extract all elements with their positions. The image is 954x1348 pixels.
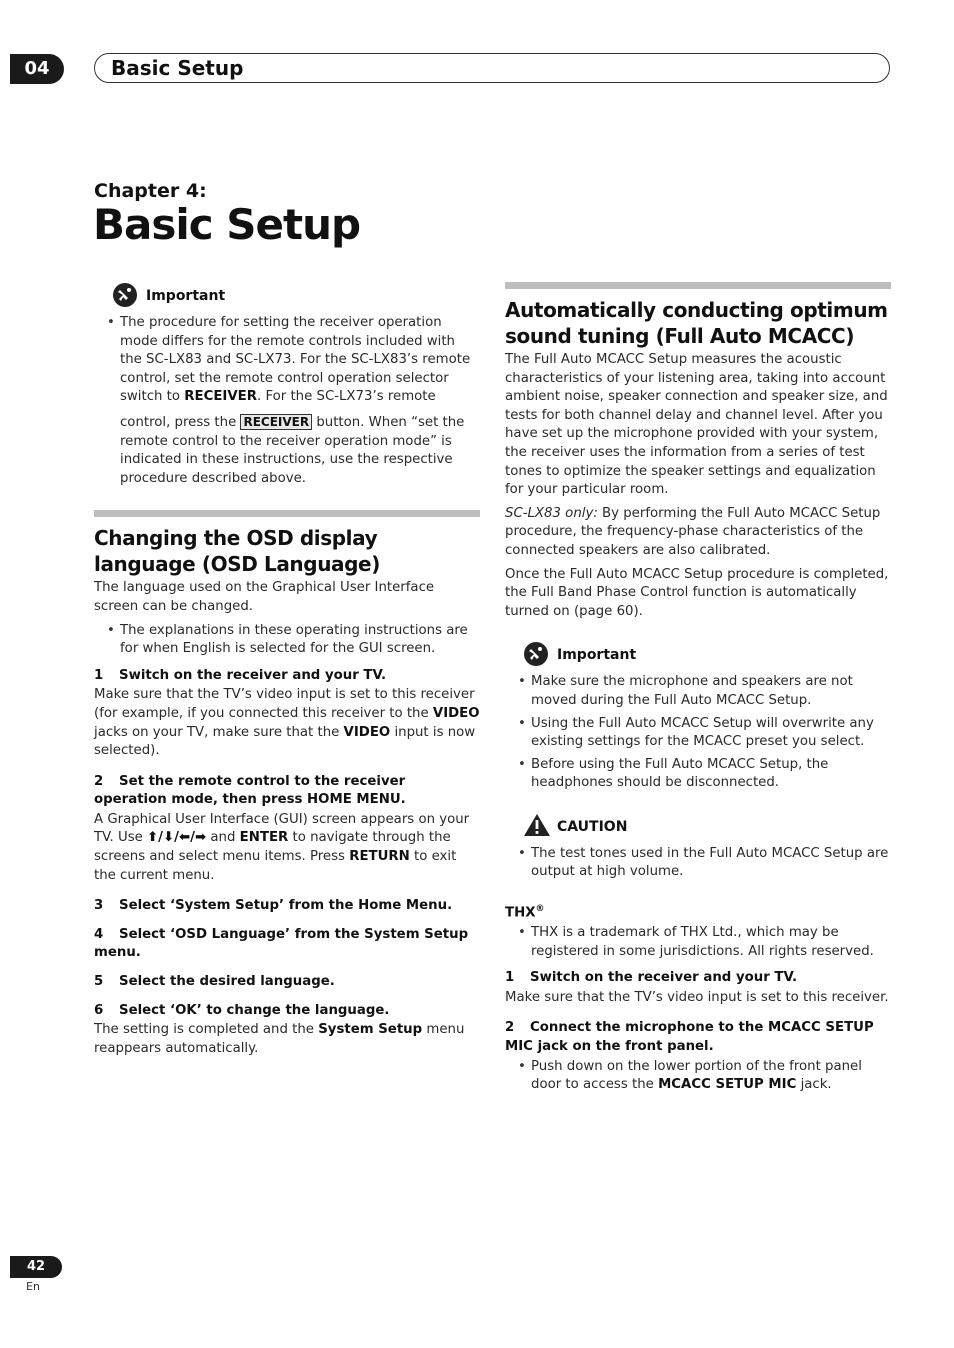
osd-intro: The language used on the Graphical User Interface screen can be changed. <box>94 580 435 614</box>
mcacc-step-2-list <box>505 1058 891 1095</box>
mcacc-step-1: 1 Switch on the receiver and your TV. <box>505 970 798 986</box>
osd-step-5: 5 Select the desired language. <box>94 974 335 990</box>
osd-step-2-text: A Graphical User Interface (GUI) screen appears on your TV. Use ⬆/⬇/⬅/➡ and ENTER to navigate through the screens and select menu items. Press RETURN to exit the current menu. <box>94 811 470 883</box>
list-item: • THX is a trademark of THX Ltd., which may be registered in some jurisdictions. All rights reserved. <box>505 924 891 961</box>
osd-step-4: 4 Select ‘OSD Language’ from the System Setup menu. <box>94 926 469 961</box>
osd-step-1-text: Make sure that the TV’s video input is set to this receiver (for example, if you connected this receiver to the VIDEO jacks on your TV, make sure that the VIDEO input is now selected). <box>94 687 480 759</box>
important-label: Important <box>557 647 637 664</box>
mcacc-p1: The Full Auto MCACC Setup measures the acoustic characteristics of your listening area, taking into account ambient noise, speaker connection and speaker size, and tests for both channel delay and channel level. After you have set up the microphone provided with your system, the receiver uses the information from a series of test tones to optimize the speaker settings and equalization for your particular room. <box>505 352 888 498</box>
important-heading <box>523 641 891 667</box>
list-item: • Using the Full Auto MCACC Setup will overwrite any existing settings for the MCACC preset you select. <box>505 715 891 752</box>
list-item: • The test tones used in the Full Auto MCACC Setup are output at high volume. <box>505 845 891 882</box>
section-rule <box>505 282 891 289</box>
osd-step-6: 6 Select ‘OK’ to change the language. <box>94 1002 390 1018</box>
thx-list <box>505 924 891 961</box>
header-title: Basic Setup <box>111 56 244 80</box>
thx-heading: THX® <box>505 904 545 921</box>
mcacc-p3: Once the Full Auto MCACC Setup procedure is completed, the Full Band Phase Control function is automatically turned on (page 60). <box>505 566 889 619</box>
mcacc-important <box>505 641 891 667</box>
osd-step-6-text: The setting is completed and the System Setup menu reappears automatically. <box>94 1022 465 1056</box>
osd-step-1: 1 Switch on the receiver and your TV. <box>94 667 387 683</box>
right-column <box>505 282 891 1099</box>
important-icon <box>112 282 138 308</box>
mcacc-p2: SC-LX83 only: By performing the Full Auto MCACC Setup procedure, the frequency-phase characteristics of the connected speakers are also calibrated. <box>505 505 881 558</box>
list-item: • Make sure the microphone and speakers are not moved during the Full Auto MCACC Setup. <box>505 673 891 710</box>
mcacc-important-list <box>505 673 891 793</box>
list-item: • The explanations in these operating instructions are for when English is selected for the GUI screen. <box>94 622 480 659</box>
important-icon <box>523 641 549 667</box>
osd-step-2: 2 Set the remote control to the receiver operation mode, then press HOME MENU. <box>94 773 406 808</box>
mcacc-step-1-text: Make sure that the TV’s video input is set to this receiver. <box>505 989 889 1005</box>
receiver-key: RECEIVER <box>240 414 312 430</box>
mcacc-step-2: 2 Connect the microphone to the MCACC SETUP MIC jack on the front panel. <box>505 1020 874 1055</box>
important-list <box>94 314 480 488</box>
chapter-label: Chapter 4: <box>94 180 207 202</box>
osd-list <box>94 622 480 659</box>
caution-icon <box>523 813 551 837</box>
mcacc-section-title: Automatically conducting optimum sound tuning (Full Auto MCACC) <box>505 298 888 348</box>
caution-list <box>505 845 891 882</box>
important-heading <box>112 282 480 308</box>
list-item: • Push down on the lower portion of the front panel door to access the MCACC SETUP MIC jack. <box>505 1058 891 1095</box>
page-number-badge: 42 <box>10 1256 62 1278</box>
chapter-title: Basic Setup <box>93 200 361 249</box>
language-code: En <box>26 1280 40 1293</box>
list-item: • The procedure for setting the receiver operation mode differs for the remote controls included with the SC-LX83 and SC-LX73. For the SC-LX83’s remote control, set the remote control operation selector switch to RECEIVER. For the SC-LX73’s remote control, press the RECEIVER button. When “set the remote control to the receiver operation mode” is indicated in these instructions, use the respective procedure described above. <box>94 314 480 488</box>
arrow-keys-icon: ⬆/⬇/⬅/➡ <box>147 830 207 846</box>
chapter-number-badge: 04 <box>10 54 64 84</box>
osd-step-3: 3 Select ‘System Setup’ from the Home Menu. <box>94 898 453 914</box>
important-note <box>94 282 480 488</box>
osd-section-title: Changing the OSD display language (OSD Language) <box>94 526 380 577</box>
caution-heading <box>523 813 891 839</box>
caution-label: CAUTION <box>557 818 628 835</box>
section-rule <box>94 510 480 517</box>
left-column <box>94 282 480 1063</box>
caution-note <box>505 813 891 839</box>
header-bar <box>94 53 890 83</box>
list-item: • Before using the Full Auto MCACC Setup, the headphones should be disconnected. <box>505 756 891 793</box>
important-label: Important <box>146 288 226 304</box>
